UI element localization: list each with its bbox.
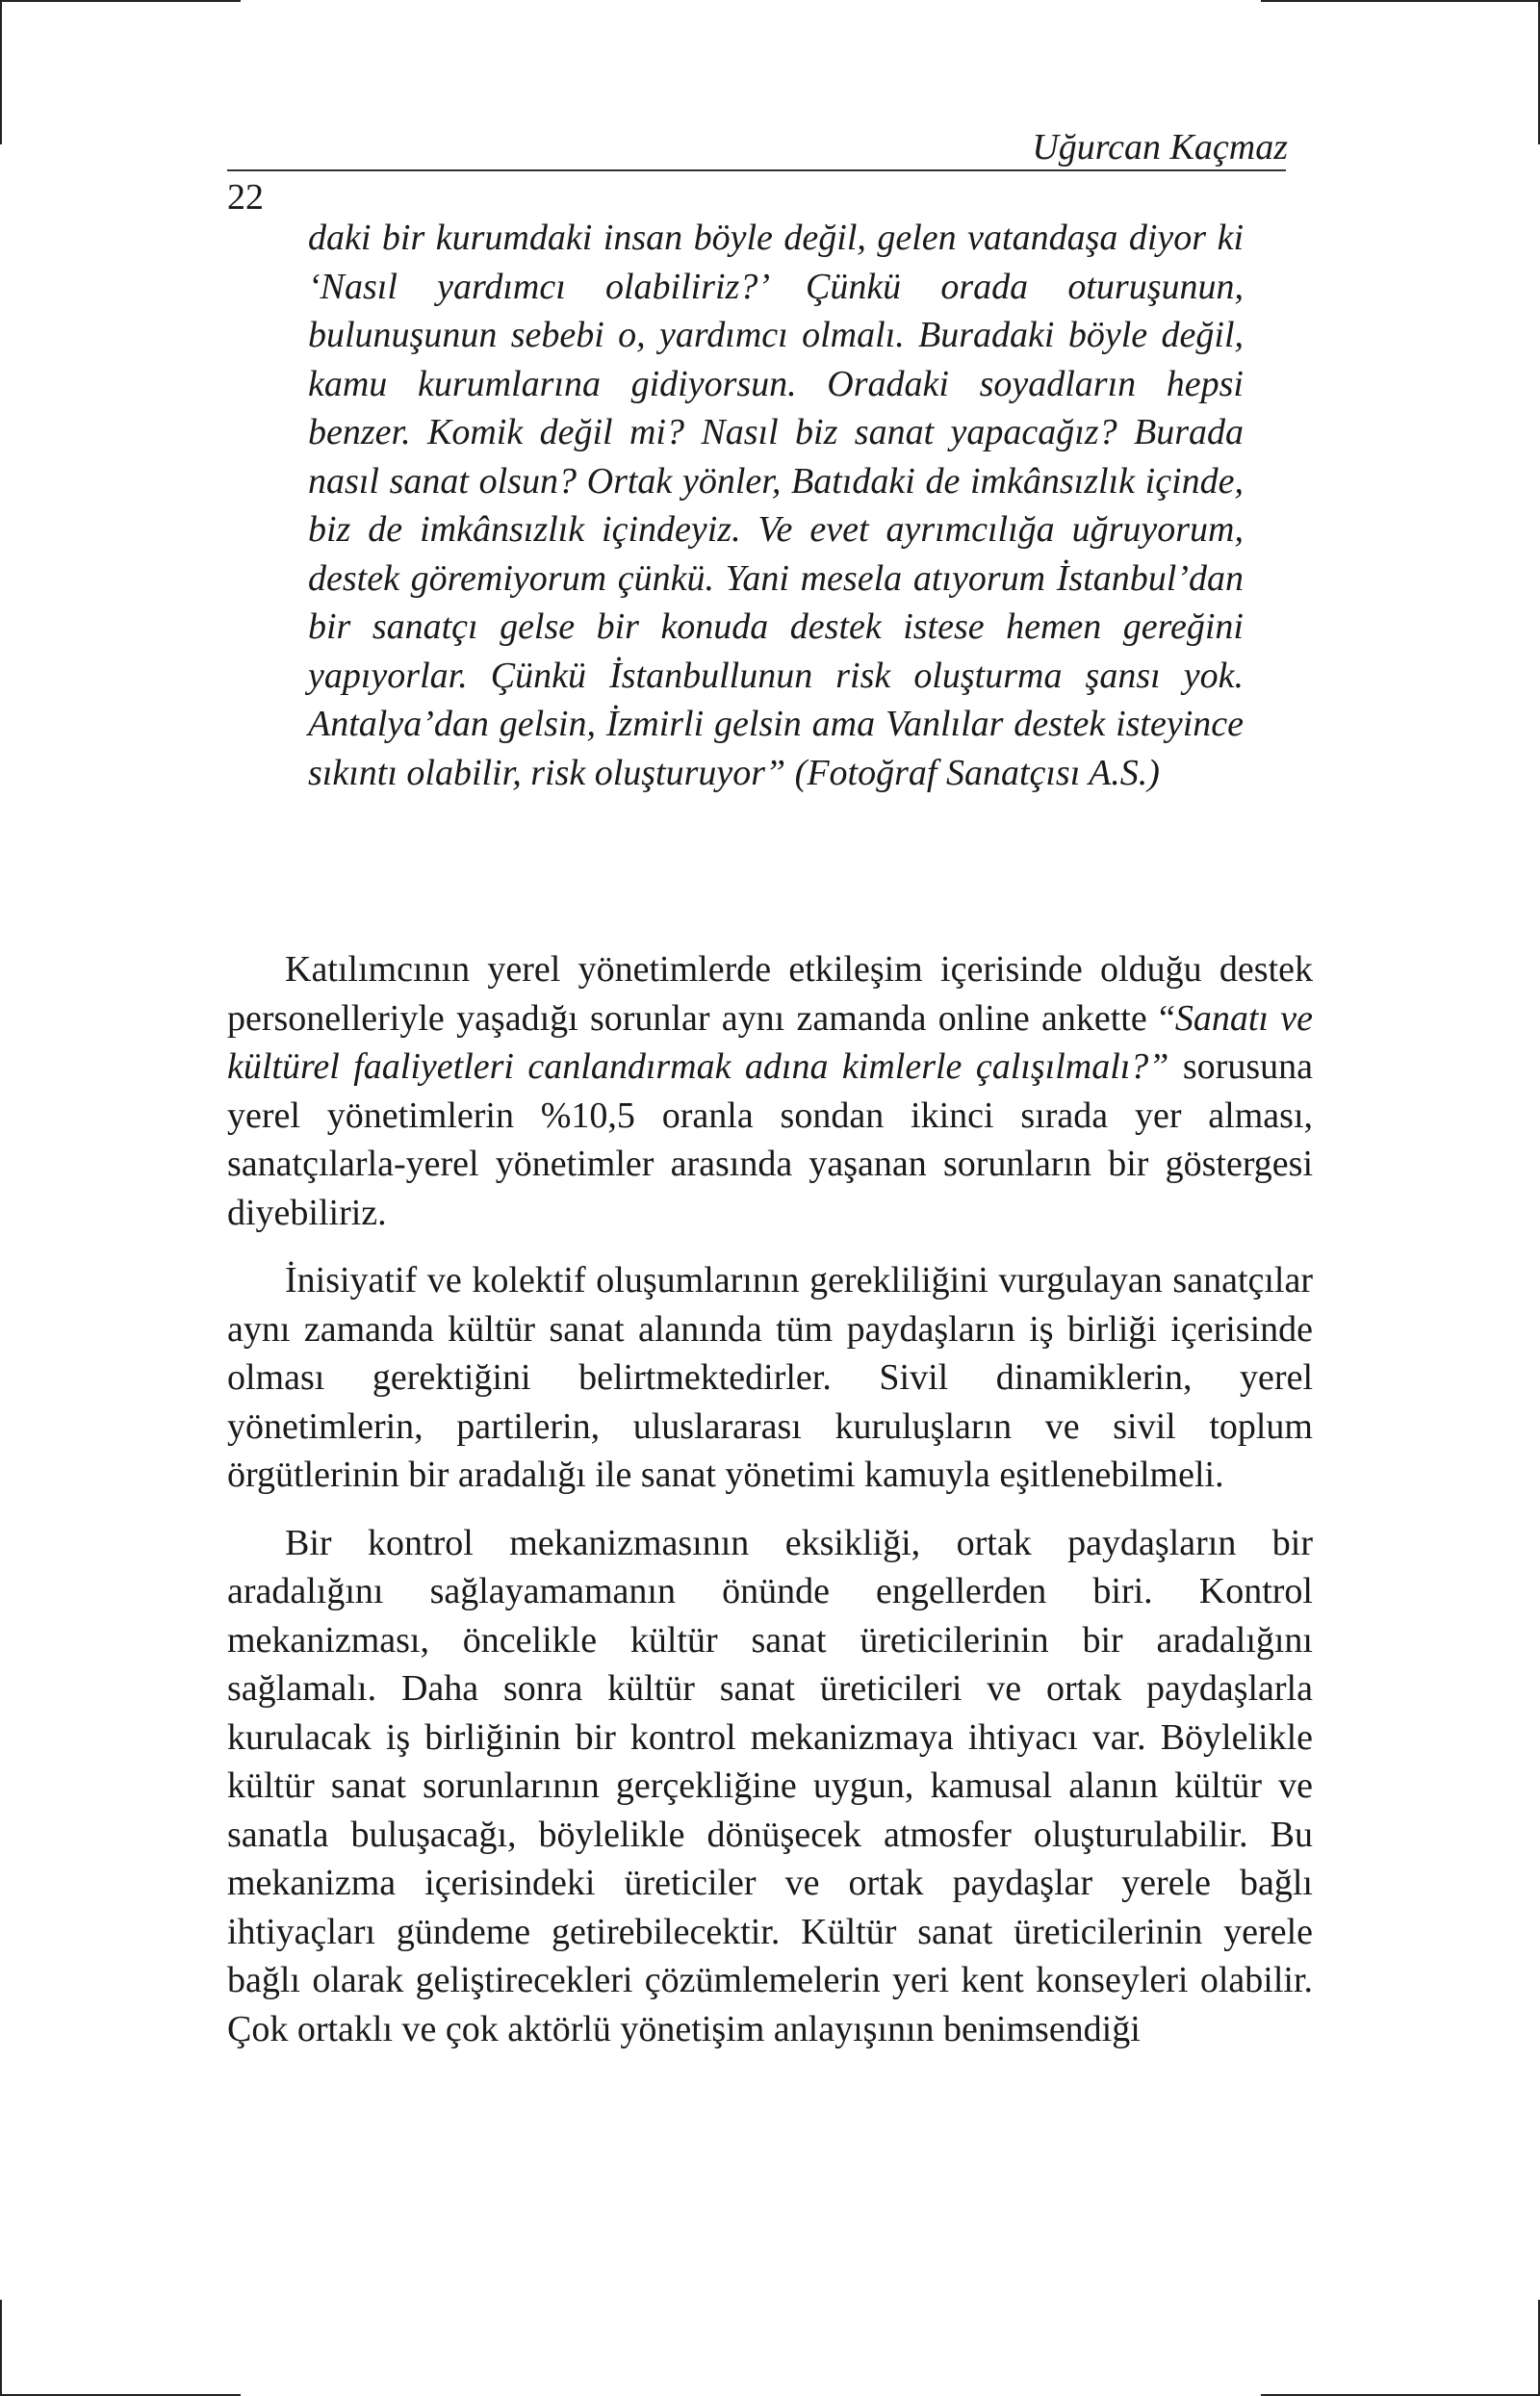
paragraph-1-text-start: Katılımcının yerel yönetimlerde etkileşim içerisinde olduğu destek personelleriyle yaşadığı sorunlar aynı zamanda online ankette “ [227, 949, 1313, 1039]
crop-mark-top-left-v [0, 0, 2, 144]
body-text [227, 945, 1313, 2073]
paragraph-1 [227, 945, 1313, 1237]
crop-mark-bottom-left-v [0, 2300, 2, 2396]
header-rule [227, 169, 1286, 171]
paragraph-2: İnisiyatif ve kolektif oluşumlarının gerekliliğini vurgulayan sanatçılar aynı zamanda kültür sanat alanında tüm paydaşların iş birliği içerisinde olması gerektiğini belirtmektedirler. Sivil dinamiklerin, yerel yönetimlerin, partilerin, uluslararası kuruluşların ve sivil toplum örgütlerinin bir aradalığı ile sanat yönetimi kamuyla eşitlenebilmeli. [227, 1260, 1313, 1495]
survey-question: Sanatı ve kültürel faaliyetleri canlandırmak adına kimlerle çalışılmalı?” [227, 997, 1313, 1087]
crop-mark-top-right-h [1261, 0, 1540, 2]
block-quote: daki bir kurumdaki insan böyle değil, gelen vatandaşa diyor ki ‘Nasıl yardımcı olabiliriz?’ Çünkü orada oturuşunun, bulunuşunun sebebi o, yardımcı olmalı. Buradaki böyle değil, kamu kurumlarına gidiyorsun. Oradaki soyadların hepsi benzer. Komik değil mi? Nasıl biz sanat yapacağız? Burada nasıl sanat olsun? Ortak yönler, Batıdaki de imkânsızlık içinde, biz de imkânsızlık içindeyiz. Ve evet ayrımcılığa uğruyorum, destek göremiyorum çünkü. Yani mesela atıyorum İstanbul’dan bir sanatçı gelse bir konuda destek istese hemen gereğini yapıyorlar. Çünkü İstanbullunun risk oluşturma şansı yok. Antalya’dan gelsin, İzmirli gelsin ama Vanlılar destek isteyince sıkıntı olabilir, risk oluşturuyor” (Fotoğraf Sanatçısı A.S.) [308, 218, 1244, 793]
paragraph-3: Bir kontrol mekanizmasının eksikliği, ortak paydaşların bir aradalığını sağlayamamanın önünde engellerden biri. Kontrol mekanizması, öncelikle kültür sanat üreticilerinin bir aradalığını sağlamalı. Daha sonra kültür sanat üreticileri ve ortak paydaşlarla kurulacak iş birliğinin bir kontrol mekanizmaya ihtiyacı var. Böylelikle kültür sanat sorunlarının gerçekliğine uygun, kamusal alanın kültür ve sanatla buluşacağı, böylelikle dönüşecek atmosfer oluşturulabilir. Bu mekanizma içerisindeki üreticiler ve ortak paydaşlar yerele bağlı ihtiyaçları gündeme getirebilecektir. Kültür sanat üreticilerinin yerele bağlı olarak geliştirecekleri çözümlemelerin yeri kent konseyleri olabilir. Çok ortaklı ve çok aktörlü yönetişim anlayışının benimsendiği [227, 1522, 1313, 2049]
page-number: 22 [227, 177, 264, 218]
crop-mark-top-left-h [0, 0, 241, 2]
paragraph-1-text-end: sorusuna yerel yönetimlerin %10,5 oranla sondan ikinci sırada yer alması, sanatçılarla-yerel yönetimler arasında yaşanan sorunların bir göstergesi diyebiliriz. [227, 1046, 1313, 1233]
running-header-author: Uğurcan Kaçmaz [1032, 127, 1288, 167]
